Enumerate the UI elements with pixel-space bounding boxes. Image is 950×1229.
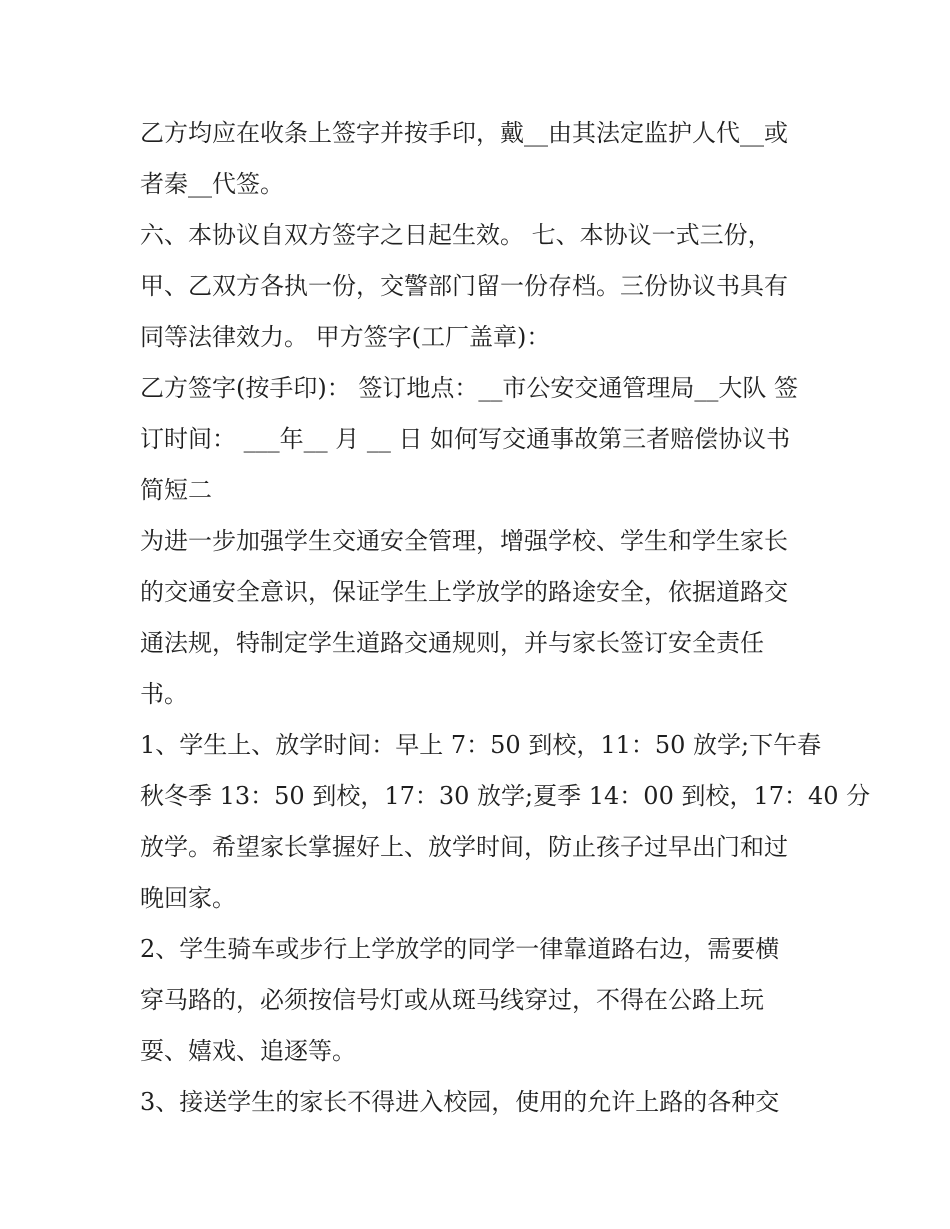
document-body [140,108,871,1128]
text-line: 六、本协议自双方签字之日起生效。 七、本协议一式三份， [140,221,772,249]
text-line: 1、学生上、放学时间：早上 7：50 到校，11：50 放学;下午春 [140,731,822,759]
text-line: 同等法律效力。 甲方签字(工厂盖章)： [140,323,551,351]
text-line: 者秦__代签。 [140,170,284,198]
text-line: 订时间： ___年__ 月 __ 日 如何写交通事故第三者赔偿协议书 [140,425,791,453]
text-line: 秋冬季 13：50 到校，17：30 放学;夏季 14：00 到校，17：40 分 [140,782,871,810]
text-line: 简短二 [140,476,212,504]
text-line: 通法规，特制定学生道路交通规则，并与家长签订安全责任 [140,629,764,657]
text-line: 2、学生骑车或步行上学放学的同学一律靠道路右边，需要横 [140,935,780,963]
text-line: 耍、嬉戏、追逐等。 [140,1037,356,1065]
text-line: 为进一步加强学生交通安全管理，增强学校、学生和学生家长 [140,527,788,555]
text-line: 书。 [140,680,188,708]
text-line: 乙方签字(按手印)： 签订地点：__市公安交通管理局__大队 签 [140,374,798,402]
text-line: 甲、乙双方各执一份，交警部门留一份存档。三份协议书具有 [140,272,788,300]
text-line: 晚回家。 [140,884,236,912]
text-line: 乙方均应在收条上签字并按手印，戴__由其法定监护人代__或 [140,119,788,147]
text-line: 的交通安全意识，保证学生上学放学的路途安全，依据道路交 [140,578,788,606]
text-line: 3、接送学生的家长不得进入校园，使用的允许上路的各种交 [140,1088,780,1116]
text-line: 放学。希望家长掌握好上、放学时间，防止孩子过早出门和过 [140,833,788,861]
text-line: 穿马路的，必须按信号灯或从斑马线穿过，不得在公路上玩 [140,986,764,1014]
